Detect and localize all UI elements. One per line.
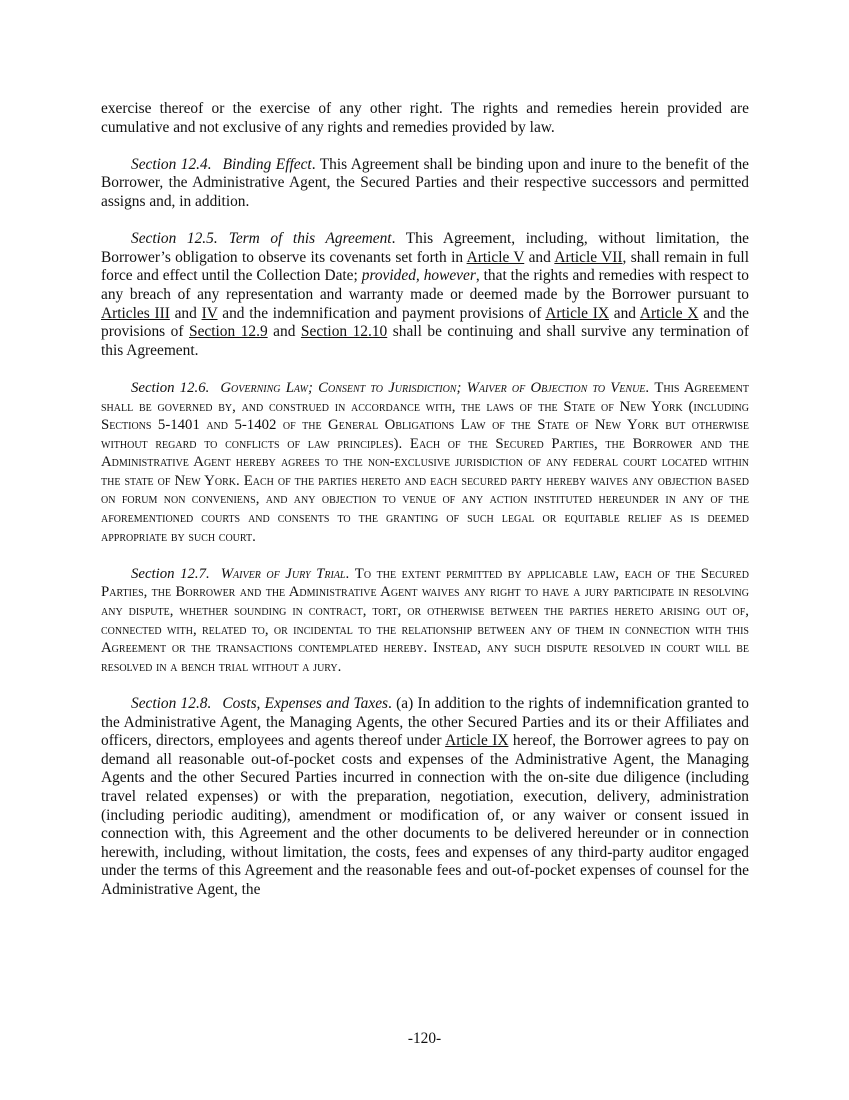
section-12-10-link[interactable]: Section 12.10 <box>300 323 388 341</box>
articles-iii-link[interactable]: Articles III <box>101 304 170 322</box>
section-number: Section 12.8. <box>131 695 212 712</box>
section-12-7: Section 12.7. Waiver of Jury Trial. To the extent permitted by applicable law, each of the Secured Parties, the Borrower and the Administrative Agent waives any right to have a jury participate in resolving any dispute, whether sounding in contract, tort, or otherwise between the parties hereto arising out of, connected with, related to, or incidental to the relationship between any of them in connection with this Agreement or the transactions contemplated hereby. Instead, any such dispute resolved in court will be resolved in a bench trial without a jury. <box>101 565 749 675</box>
article-ix-link[interactable]: Article IX <box>545 304 609 322</box>
section-number: Section 12.4. <box>131 155 212 173</box>
section-number: Section 12.6. <box>131 379 210 396</box>
section-12-4: Section 12.4. Binding Effect. This Agreement shall be binding upon and inure to the benefit of the Borrower, the Administrative Agent, the Secured Parties and their respective successors and permitted assigns and, in addition. <box>101 155 749 210</box>
section-text: and the indemnification and payment provisions of <box>217 304 546 322</box>
section-title: Term of this Agreement <box>228 230 392 248</box>
opening-paragraph: exercise thereof or the exercise of any other right. The rights and remedies herein provided are cumulative and not exclusive of any rights and remedies provided by law. <box>101 100 749 136</box>
proviso-text: provided, however <box>361 267 476 285</box>
section-text: and <box>609 304 640 322</box>
article-v-link[interactable]: Article V <box>466 248 525 266</box>
page-number: -120- <box>407 1030 442 1047</box>
article-ix-link[interactable]: Article IX <box>445 732 509 750</box>
section-text: hereof, the Borrower agrees to pay on demand all reasonable out-of-pocket costs and expenses of the Administrative Agent, the Managing Agents and the other Secured Parties incurred in connection with the on-site due diligence (including travel related expenses) or with the preparation, negotiation, execution, delivery, administration (including periodic auditing), amendment or modification of, or any waiver or consent issued in connection with, this Agreement and the other documents to be delivered hereunder or in connection herewith, including, without limitation, the costs, fees and expenses of any third-party auditor engaged under the terms of this Agreement and the reasonable fees and out-of-pocket expenses of counsel for the Administrative Agent, the <box>101 732 749 898</box>
section-text: shall be continuing and shall survive any termination of this Agreement. <box>101 323 749 359</box>
section-text: and <box>267 323 301 341</box>
article-x-link[interactable]: Article X <box>639 304 699 322</box>
section-title: Costs, Expenses and Taxes <box>222 695 389 712</box>
article-vii-link[interactable]: Article VII <box>554 248 623 266</box>
section-12-9-link[interactable]: Section 12.9 <box>189 323 268 341</box>
section-body: This Agreement shall be binding upon and inure to the benefit of the Borrower, the Administrative Agent, the Secured Parties and their respective successors and permitted assigns and, in addition. <box>101 155 749 210</box>
article-iv-link[interactable]: IV <box>201 304 218 322</box>
section-12-8: Section 12.8. Costs, Expenses and Taxes. (a) In addition to the rights of indemnification granted to the Administrative Agent, the Managing Agents, the other Secured Parties and its or their Affiliates and officers, directors, employees and agents thereof under Article IX hereof, the Borrower agrees to pay on demand all reasonable out-of-pocket costs and expenses of the Administrative Agent, the Managing Agents and the other Secured Parties incurred in connection with the on-site due diligence (including travel related expenses) or with the preparation, negotiation, execution, delivery, administration (including periodic auditing), amendment or modification of, or any waiver or consent issued in connection with, this Agreement and the other documents to be delivered hereunder or in connection herewith, including, without limitation, the costs, fees and expenses of any third-party auditor engaged under the terms of this Agreement and the reasonable fees and out-of-pocket expenses of counsel for the Administrative Agent, the <box>101 695 749 898</box>
section-text: , shall remain in full force and effect until the Collection Date; <box>101 248 749 285</box>
section-text: , that the rights and remedies with respect to any breach of any representation and warranty made or deemed made by the Borrower pursuant to <box>101 267 749 303</box>
section-text: This Agreement, including, without limitation, the Borrower’s obligation to observe its covenants set forth in <box>101 230 749 266</box>
section-text: and <box>169 304 202 322</box>
section-text: and the provisions of <box>101 304 749 341</box>
section-12-5: Section 12.5. Term of this Agreement. This Agreement, including, without limitation, the Borrower’s obligation to observe its covenants set forth in Article V and Article VII, shall remain in full force and effect until the Collection Date; provided, however, that the rights and remedies with respect to any breach of any representation and warranty made or deemed made by the Borrower pursuant to Articles III and IV and the indemnification and payment provisions of Article IX and Article X and the provisions of Section 12.9 and Section 12.10 shall be continuing and shall survive any termination of this Agreement. <box>101 230 749 359</box>
section-body: To the extent permitted by applicable law, each of the Secured Parties, the Borrower and the Administrative Agent waives any right to have a jury participate in resolving any dispute, whether sounding in contract, tort, or otherwise between the parties hereto arising out of, connected with, related to, or incidental to the relationship between any of them in connection with this Agreement or the transactions contemplated hereby. Instead, any such dispute resolved in court will be resolved in a bench trial without a jury. <box>101 565 749 675</box>
section-12-6: Section 12.6. Governing Law; Consent to Jurisdiction; Waiver of Objection to Venue. This Agreement shall be governed by, and construed in accordance with, the laws of the State of New York (including Sections 5-1401 and 5-1402 of the General Obligations Law of the State of New York but otherwise without regard to conflicts of law principles). Each of the Secured Parties, the Borrower and the Administrative Agent hereby agrees to the non-exclusive jurisdiction of any federal court located within the state of New York. Each of the parties hereto and each secured party hereby waives any objection based on forum non conveniens, and any objection to venue of any action instituted hereunder in any of the aforementioned courts and consents to the granting of such legal or equitable relief as is deemed appropriate by such court. <box>101 379 749 545</box>
section-number: Section 12.7. <box>131 565 210 582</box>
document-page <box>101 100 749 900</box>
section-title: Binding Effect <box>222 155 312 173</box>
section-body: This Agreement shall be governed by, and construed in accordance with, the laws of the State of New York (including Sections 5-1401 and 5-1402 of the General Obligations Law of the State of New York but otherwise without regard to conflicts of law principles). Each of the Secured Parties, the Borrower and the Administrative Agent hereby agrees to the non-exclusive jurisdiction of any federal court located within the state of New York. Each of the parties hereto and each secured party hereby waives any objection based on forum non conveniens, and any objection to venue of any action instituted hereunder in any of the aforementioned courts and consents to the granting of such legal or equitable relief as is deemed appropriate by such court. <box>101 379 749 545</box>
section-number: Section 12.5. <box>131 230 218 248</box>
section-text: and <box>524 248 555 266</box>
section-title: Waiver of Jury Trial <box>220 565 346 582</box>
section-text: (a) In addition to the rights of indemnification granted to the Administrative Agent, the Managing Agents, the other Secured Parties and its or their Affiliates and officers, directors, employees and agents thereof under <box>101 695 749 750</box>
section-title: Governing Law; Consent to Jurisdiction; Waiver of Objection to Venue <box>220 379 646 396</box>
